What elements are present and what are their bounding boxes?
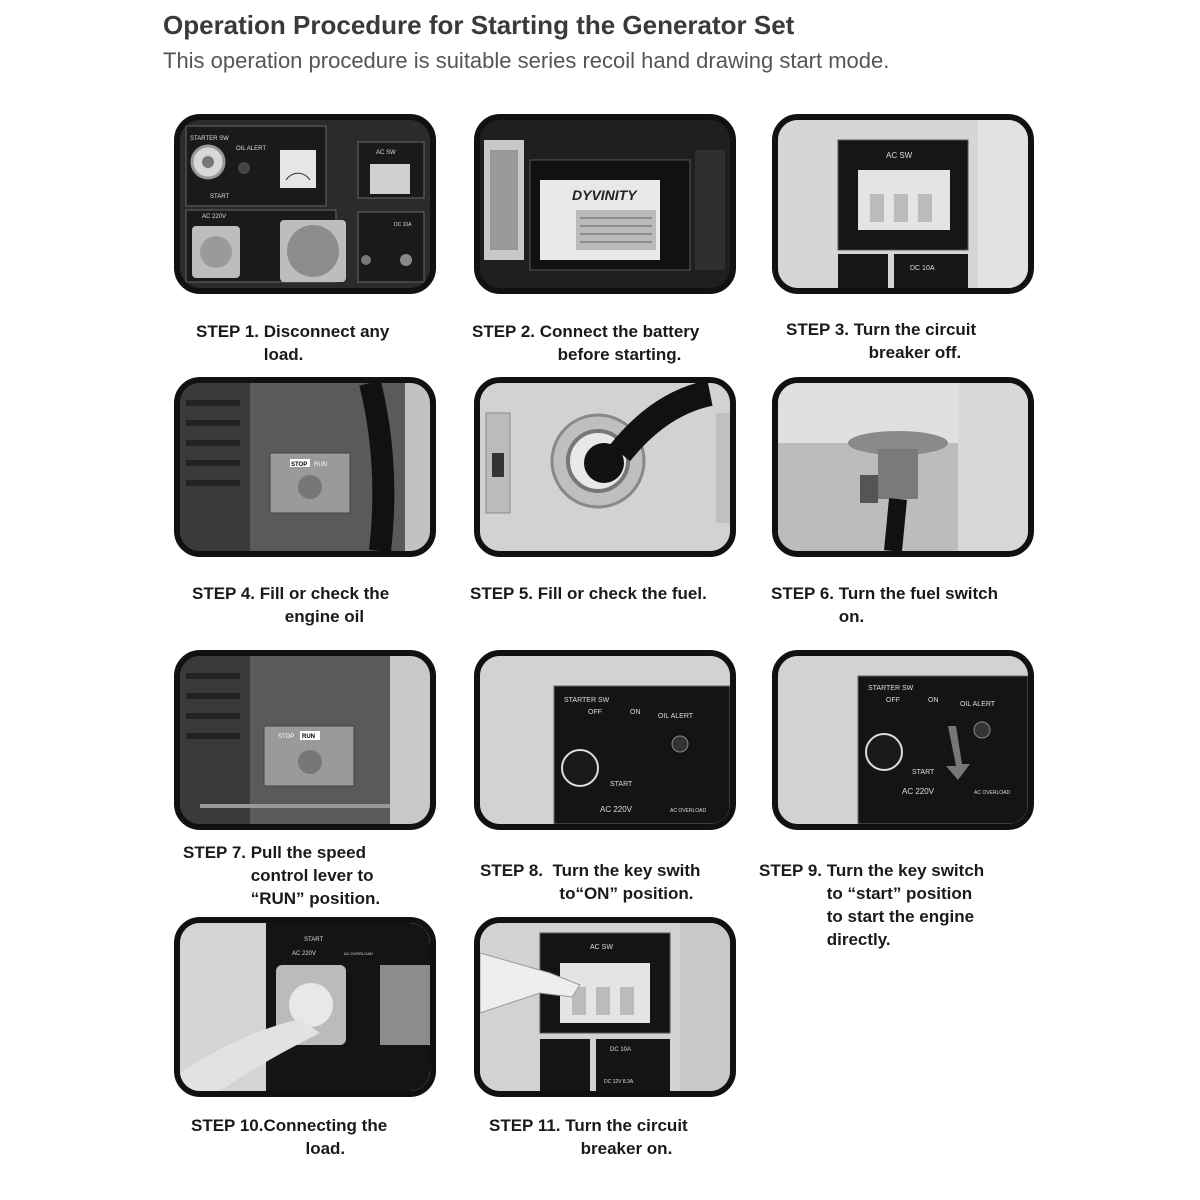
label-dc-10a: DC 10A — [910, 265, 935, 272]
label-ac-overload: AC OVERLOAD — [344, 951, 373, 956]
label-dc-10a: DC 10A — [394, 222, 412, 228]
step-3-number: STEP 3. — [786, 320, 854, 339]
label-oil-alert: OIL ALERT — [236, 146, 267, 152]
step-9-photo — [772, 650, 1034, 830]
step-11-photo — [474, 917, 736, 1097]
label-starter-sw: STARTER SW — [190, 136, 229, 142]
label-run: RUN — [314, 462, 327, 468]
step-3-photo — [772, 114, 1034, 294]
step-1-caption — [196, 320, 389, 366]
step-9-caption — [759, 859, 984, 951]
step-4-photo — [174, 377, 436, 557]
step-7-photo — [174, 650, 436, 830]
step-1-photo — [174, 114, 436, 294]
step-5-photo — [474, 377, 736, 557]
label-run: RUN — [302, 734, 315, 740]
step-10-caption — [191, 1114, 387, 1160]
step-3-caption — [786, 318, 976, 364]
step-11-number: STEP 11. — [489, 1116, 566, 1135]
label-stop: STOP — [278, 734, 295, 740]
step-9-number: STEP 9. — [759, 861, 827, 880]
step-4-number: STEP 4. — [192, 584, 260, 603]
label-stop: STOP — [291, 462, 308, 468]
label-ac-overload: AC OVERLOAD — [974, 790, 1011, 796]
label-ac-sw: AC SW — [590, 944, 613, 951]
step-6-photo — [772, 377, 1034, 557]
label-ac-220v: AC 220V — [600, 805, 633, 814]
step-1-text: Disconnect any load. — [263, 322, 390, 364]
step-8-number: STEP 8. — [480, 861, 553, 880]
step-8-text: Turn the key swith to“ON” position. — [552, 861, 701, 903]
label-ac-220v: AC 220V — [902, 787, 935, 796]
step-2-caption — [472, 320, 699, 366]
step-10-text: Connecting the load. — [263, 1116, 388, 1158]
step-5-caption — [470, 582, 707, 605]
label-start: START — [912, 769, 935, 776]
step-10-photo — [174, 917, 436, 1097]
page-subtitle: This operation procedure is suitable series recoil hand drawing start mode. — [163, 48, 890, 73]
step-6-caption — [771, 582, 998, 628]
label-starter-sw: STARTER SW — [868, 685, 914, 692]
step-11-caption — [489, 1114, 688, 1160]
label-ac-220v: AC 220V — [292, 951, 317, 957]
label-off: OFF — [588, 709, 602, 716]
step-3-text: Turn the circuit breaker off. — [853, 320, 977, 362]
label-ac-overload: AC OVERLOAD — [670, 808, 707, 814]
step-11-text: Turn the circuit breaker on. — [565, 1116, 688, 1158]
step-7-caption — [183, 841, 380, 910]
label-start: START — [210, 194, 230, 200]
step-9-text: Turn the key switch to “start” position to start the engine directly. — [826, 861, 985, 949]
label-brand: DYVINITY — [572, 187, 637, 203]
step-10-number: STEP 10. — [191, 1116, 264, 1135]
step-5-number: STEP 5. — [470, 584, 538, 603]
step-5-text: Fill or check the fuel. — [537, 584, 707, 603]
step-6-text: Turn the fuel switch on. — [838, 584, 999, 626]
step-2-number: STEP 2. — [472, 322, 540, 341]
label-on: ON — [630, 709, 641, 716]
label-dc-12v: DC 12V 8.3A — [604, 1079, 634, 1085]
step-7-text: Pull the speed control lever to “RUN” position. — [250, 843, 381, 908]
label-ac-220v: AC 220V — [202, 214, 227, 220]
step-1-number: STEP 1. — [196, 322, 264, 341]
label-oil-alert: OIL ALERT — [658, 713, 694, 720]
label-on: ON — [928, 697, 939, 704]
label-start: START — [610, 781, 633, 788]
label-start: START — [304, 937, 324, 943]
step-8-caption — [480, 859, 700, 905]
page-title: Operation Procedure for Starting the Generator Set — [163, 10, 795, 40]
step-2-text: Connect the battery before starting. — [539, 322, 700, 364]
label-ac-sw: AC SW — [886, 151, 913, 160]
label-ac-sw: AC SW — [376, 150, 396, 156]
step-4-caption — [192, 582, 389, 628]
step-4-text: Fill or check the engine oil — [259, 584, 390, 626]
label-dc-10a: DC 10A — [610, 1047, 632, 1053]
step-8-photo — [474, 650, 736, 830]
label-off: OFF — [886, 697, 900, 704]
step-6-number: STEP 6. — [771, 584, 839, 603]
step-2-photo — [474, 114, 736, 294]
step-7-number: STEP 7. — [183, 843, 251, 862]
label-oil-alert: OIL ALERT — [960, 701, 996, 708]
label-starter-sw: STARTER SW — [564, 697, 610, 704]
